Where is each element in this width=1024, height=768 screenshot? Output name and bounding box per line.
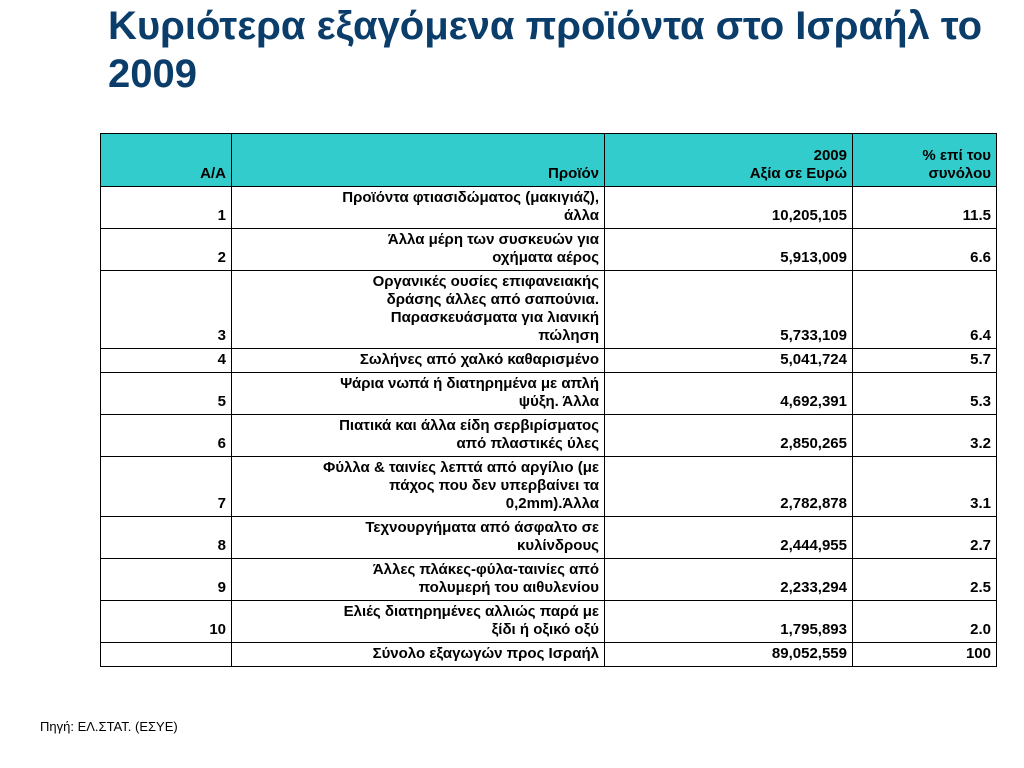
header-aa: Α/Α xyxy=(101,134,232,187)
source-note: Πηγή: ΕΛ.ΣΤΑΤ. (ΕΣΥΕ) xyxy=(40,719,178,734)
table-header-row xyxy=(101,134,997,187)
page-title: Κυριότερα εξαγόμενα προϊόντα στο Ισραήλ το 2009 xyxy=(108,4,983,96)
row-percent: 11.5 xyxy=(853,187,997,229)
table-total-row xyxy=(101,643,997,667)
row-aa: 3 xyxy=(101,271,232,349)
row-product: Τεχνουργήματα από άσφαλτο σε κυλίνδρους xyxy=(232,517,605,559)
row-product: Σωλήνες από χαλκό καθαρισμένο xyxy=(232,349,605,373)
table-row xyxy=(101,271,997,349)
row-product: Ελιές διατηρημένες αλλιώς παρά με ξίδι ή οξικό οξύ xyxy=(232,601,605,643)
row-aa: 7 xyxy=(101,457,232,517)
table-row xyxy=(101,601,997,643)
table-row xyxy=(101,517,997,559)
row-percent: 2.5 xyxy=(853,559,997,601)
row-aa: 6 xyxy=(101,415,232,457)
row-percent: 6.6 xyxy=(853,229,997,271)
row-percent: 6.4 xyxy=(853,271,997,349)
table-row xyxy=(101,229,997,271)
header-percent: % επί του συνόλου xyxy=(853,134,997,187)
total-value: 89,052,559 xyxy=(605,643,853,667)
row-value: 2,782,878 xyxy=(605,457,853,517)
row-percent: 3.1 xyxy=(853,457,997,517)
row-value: 4,692,391 xyxy=(605,373,853,415)
total-aa xyxy=(101,643,232,667)
row-value: 2,444,955 xyxy=(605,517,853,559)
total-product: Σύνολο εξαγωγών προς Ισραήλ xyxy=(232,643,605,667)
row-aa: 10 xyxy=(101,601,232,643)
row-product: Ψάρια νωπά ή διατηρημένα με απλή ψύξη. Άλλα xyxy=(232,373,605,415)
row-value: 5,041,724 xyxy=(605,349,853,373)
row-product: Προϊόντα φτιασιδώματος (μακιγιάζ), άλλα xyxy=(232,187,605,229)
table-row xyxy=(101,559,997,601)
row-aa: 5 xyxy=(101,373,232,415)
row-value: 5,913,009 xyxy=(605,229,853,271)
row-percent: 5.7 xyxy=(853,349,997,373)
row-product: Άλλες πλάκες-φύλα-ταινίες από πολυμερή του αιθυλενίου xyxy=(232,559,605,601)
row-value: 5,733,109 xyxy=(605,271,853,349)
row-product: Άλλα μέρη των συσκευών για οχήματα αέρος xyxy=(232,229,605,271)
row-percent: 2.7 xyxy=(853,517,997,559)
header-value: 2009 Αξία σε Ευρώ xyxy=(605,134,853,187)
row-aa: 9 xyxy=(101,559,232,601)
row-product: Πιατικά και άλλα είδη σερβιρίσματος από πλαστικές ύλες xyxy=(232,415,605,457)
table-row xyxy=(101,373,997,415)
header-product: Προϊόν xyxy=(232,134,605,187)
row-value: 1,795,893 xyxy=(605,601,853,643)
row-percent: 2.0 xyxy=(853,601,997,643)
table-row xyxy=(101,187,997,229)
total-percent: 100 xyxy=(853,643,997,667)
row-value: 2,850,265 xyxy=(605,415,853,457)
row-aa: 1 xyxy=(101,187,232,229)
row-value: 2,233,294 xyxy=(605,559,853,601)
exports-table xyxy=(100,133,997,667)
table-row xyxy=(101,415,997,457)
row-product: Φύλλα & ταινίες λεπτά από αργίλιο (με πάχος που δεν υπερβαίνει τα 0,2mm).Άλλα xyxy=(232,457,605,517)
row-aa: 4 xyxy=(101,349,232,373)
row-percent: 5.3 xyxy=(853,373,997,415)
row-aa: 2 xyxy=(101,229,232,271)
row-aa: 8 xyxy=(101,517,232,559)
table-row xyxy=(101,349,997,373)
table-row xyxy=(101,457,997,517)
row-percent: 3.2 xyxy=(853,415,997,457)
row-product: Οργανικές ουσίες επιφανειακής δράσης άλλες από σαπούνια. Παρασκευάσματα για λιανική πώληση xyxy=(232,271,605,349)
row-value: 10,205,105 xyxy=(605,187,853,229)
